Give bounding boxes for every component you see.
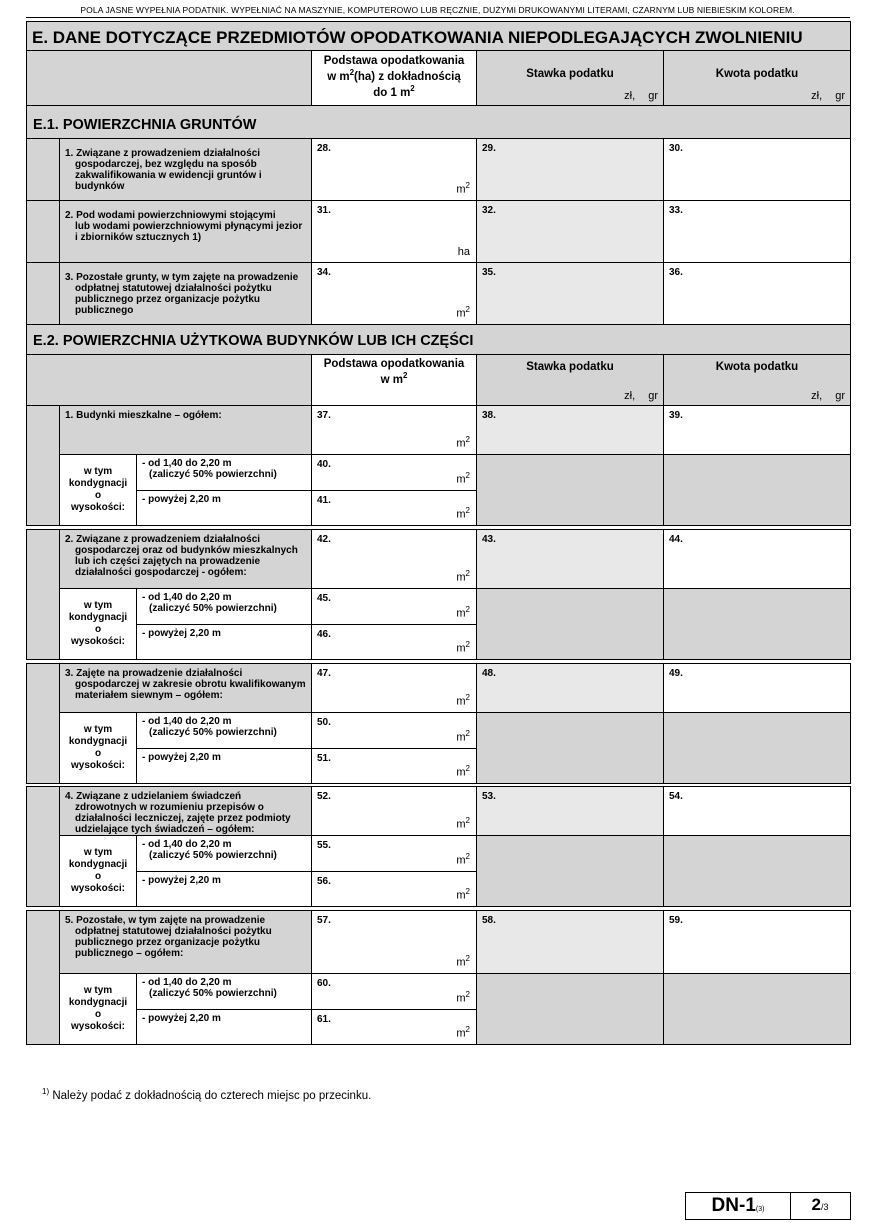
section-e2-title: E.2. POWIERZCHNIA UŻYTKOWA BUDYNKÓW LUB ICH CZĘŚCI — [33, 333, 474, 349]
unit-sup: 2 — [465, 305, 470, 315]
page-number: 2/3 — [811, 1195, 829, 1214]
unit-label — [456, 305, 470, 320]
col-header-rate-label: Stawka podatku — [526, 68, 614, 80]
e1-base-field[interactable] — [311, 262, 477, 325]
option-140-220-l1: - od 1,40 do 2,20 m — [142, 592, 232, 603]
e1-amount-field[interactable] — [663, 138, 851, 201]
instruction-note: POLA JASNE WYPEŁNIA PODATNIK. WYPEŁNIAĆ NA MASZYNIE, KOMPUTEROWO LUB RĘCZNIE, DUŻYMI DRUKOWANYMI LITERAMI, CZARNYM LUB NIEBIESKIM KOLOREM. — [80, 5, 795, 15]
field-number: 36. — [669, 267, 683, 278]
field-number: 46. — [317, 629, 331, 640]
option-above-220 — [136, 490, 312, 526]
blank-amount-cell — [663, 454, 851, 526]
option-140-220-l1: - od 1,40 do 2,20 m — [142, 839, 232, 850]
unit-label — [456, 954, 470, 969]
e1-base-field[interactable] — [311, 138, 477, 201]
option-140-220 — [136, 835, 312, 872]
floor-height-line: w tym — [83, 466, 113, 477]
floor-height-line: wysokości: — [71, 636, 125, 647]
unit-label — [456, 887, 470, 902]
e2-rate-field[interactable] — [476, 663, 664, 713]
field-number: 61. — [317, 1014, 331, 1025]
e2-amount-field[interactable] — [663, 529, 851, 589]
unit-label — [456, 990, 470, 1005]
sub-base-field-above-220[interactable] — [311, 748, 477, 784]
unit-sup: 2 — [465, 990, 470, 1000]
e1-row-label — [59, 200, 312, 263]
unit-m[interactable]: m — [456, 732, 466, 744]
floor-height-line: kondygnacji — [68, 736, 128, 747]
floor-height-line: kondygnacji — [68, 478, 128, 489]
floor-height-line: o — [94, 624, 102, 635]
floor-height-label-text — [69, 847, 127, 895]
e2-col-header-rate — [476, 354, 664, 406]
option-140-220 — [136, 712, 312, 749]
field-number: 40. — [317, 459, 331, 470]
floor-height-label — [59, 588, 137, 660]
blank-rate-cell — [476, 973, 664, 1045]
option-above-220-label: - powyżej 2,20 m — [142, 1013, 221, 1024]
e1-base-field[interactable] — [311, 200, 477, 263]
e1-row-label-l1: 1. Związane z prowadzeniem działalności — [65, 148, 261, 159]
e2-group-label-rest: gospodarczej w zakresie obrotu kwalifikowanym materiałem siewnym – ogółem: — [75, 679, 306, 701]
floor-height-line: w tym — [83, 600, 113, 611]
field-number: 49. — [669, 668, 683, 679]
sub-base-field-140-220[interactable] — [311, 973, 477, 1010]
sub-base-field-140-220[interactable] — [311, 835, 477, 872]
field-number: 45. — [317, 593, 331, 604]
unit-sup: 2 — [465, 764, 470, 774]
option-above-220 — [136, 871, 312, 907]
e2-base-field[interactable] — [311, 405, 477, 455]
floor-height-line: o — [94, 871, 102, 882]
field-number: 50. — [317, 717, 331, 728]
option-140-220 — [136, 588, 312, 625]
floor-height-label — [59, 454, 137, 526]
floor-height-label-text — [69, 985, 127, 1033]
sub-base-field-above-220[interactable] — [311, 1009, 477, 1045]
unit-sup: 2 — [465, 569, 470, 579]
floor-height-label — [59, 835, 137, 907]
e1-rate-field[interactable] — [476, 138, 664, 201]
unit-m[interactable]: m — [456, 474, 466, 486]
e2-col-header-amount-label: Kwota podatku — [715, 361, 799, 373]
floor-height-line: wysokości: — [71, 1021, 125, 1032]
unit-m[interactable]: m — [456, 509, 466, 521]
e2-base-field[interactable] — [311, 910, 477, 974]
field-number: 59. — [669, 915, 683, 926]
option-above-220-label: - powyżej 2,20 m — [142, 875, 221, 886]
field-number: 58. — [482, 915, 496, 926]
field-number: 42. — [317, 534, 331, 545]
row-indent — [26, 262, 60, 325]
field-number: 35. — [482, 267, 496, 278]
unit-label — [456, 764, 470, 779]
unit-m[interactable]: m — [456, 993, 466, 1005]
unit-label — [456, 1025, 470, 1040]
unit-sup: 2 — [465, 471, 470, 481]
option-140-220-l2: (zaliczyć 50% powierzchni) — [149, 850, 277, 861]
unit-m[interactable]: m — [456, 890, 466, 902]
e1-amount-field[interactable] — [663, 262, 851, 325]
e1-row-label-rest: gospodarczej, bez względu na sposób zakwalifikowania w ewidencji gruntów i budynków — [75, 159, 262, 192]
row-indent — [26, 529, 60, 660]
option-140-220-l2: (zaliczyć 50% powierzchni) — [149, 988, 277, 999]
divider — [26, 17, 850, 18]
unit-label — [456, 605, 470, 620]
sub-base-field-above-220[interactable] — [311, 490, 477, 526]
unit-m[interactable]: m — [456, 957, 466, 969]
field-number: 47. — [317, 668, 331, 679]
field-number: 39. — [669, 410, 683, 421]
e2-amount-field[interactable] — [663, 786, 851, 836]
floor-height-line: w tym — [83, 985, 113, 996]
unit-sup: 2 — [465, 435, 470, 445]
unit-m[interactable]: m — [456, 819, 466, 831]
e2-rate-field[interactable] — [476, 529, 664, 589]
option-above-220 — [136, 748, 312, 784]
field-number: 37. — [317, 410, 331, 421]
unit-label — [456, 435, 470, 450]
unit-m[interactable]: m — [456, 572, 466, 584]
option-140-220-l1: - od 1,40 do 2,20 m — [142, 458, 232, 469]
floor-height-line: kondygnacji — [68, 859, 128, 870]
e2-base-field[interactable] — [311, 529, 477, 589]
e2-group-label-l1: 2. Związane z prowadzeniem działalności — [65, 534, 261, 545]
option-140-220-l1: - od 1,40 do 2,20 m — [142, 977, 232, 988]
unit-label — [456, 471, 470, 486]
unit-sup: 2 — [465, 181, 470, 191]
field-number: 52. — [317, 791, 331, 802]
unit-m: m — [456, 184, 466, 196]
field-number: 29. — [482, 143, 496, 154]
unit-label — [456, 569, 470, 584]
blank-rate-cell — [476, 712, 664, 784]
floor-height-line: w tym — [83, 847, 113, 858]
sub-base-field-above-220[interactable] — [311, 871, 477, 907]
unit-m[interactable]: m — [456, 855, 466, 867]
unit-sup: 2 — [465, 729, 470, 739]
unit-sup: 2 — [465, 605, 470, 615]
blank-amount-cell — [663, 588, 851, 660]
unit-zl-gr: zł, gr — [811, 90, 845, 103]
unit-zl-gr: zł, gr — [624, 390, 658, 403]
option-140-220-l2: (zaliczyć 50% powierzchni) — [149, 727, 277, 738]
e2-base-field[interactable] — [311, 663, 477, 713]
floor-height-line: kondygnacji — [68, 997, 128, 1008]
blank-rate-cell — [476, 588, 664, 660]
field-number: 31. — [317, 205, 331, 216]
option-140-220 — [136, 454, 312, 491]
e1-amount-field[interactable] — [663, 200, 851, 263]
field-number: 32. — [482, 205, 496, 216]
col-header-base — [311, 50, 477, 106]
e2-col-header-base-l1: Podstawa opodatkowania — [323, 358, 465, 370]
sub-base-field-140-220[interactable] — [311, 712, 477, 749]
e2-group-label-rest: gospodarczej oraz od budynków mieszkalnych lub ich części zajętych na prowadzenie działalności gospodarczej - ogółem: — [75, 545, 298, 578]
field-number: 33. — [669, 205, 683, 216]
e2-group-label-l1: 4. Związane z udzielaniem świadczeń — [65, 791, 242, 802]
floor-height-line: o — [94, 1009, 102, 1020]
unit-sup: 2 — [465, 852, 470, 862]
unit-m[interactable]: m — [456, 1028, 466, 1040]
option-above-220 — [136, 1009, 312, 1045]
e1-row-label — [59, 262, 312, 325]
e2-rate-field[interactable] — [476, 786, 664, 836]
floor-height-line: o — [94, 748, 102, 759]
blank-amount-cell — [663, 712, 851, 784]
col-header-base-l1: Podstawa opodatkowania — [323, 55, 465, 67]
e1-rate-field[interactable] — [476, 200, 664, 263]
e1-row-label-rest: lub wodami powierzchniowymi płynącymi jezior i zbiorników sztucznych 1) — [75, 221, 303, 243]
unit-label — [456, 640, 470, 655]
option-above-220-label: - powyżej 2,20 m — [142, 752, 221, 763]
option-140-220 — [136, 973, 312, 1010]
option-above-220 — [136, 624, 312, 660]
floor-height-line: w tym — [83, 724, 113, 735]
field-number: 30. — [669, 143, 683, 154]
e2-col-header-rate-label: Stawka podatku — [526, 361, 614, 373]
field-number: 44. — [669, 534, 683, 545]
e2-col-header-base-l2: w $m^2$ — [380, 371, 408, 387]
unit-m[interactable]: m — [456, 608, 466, 620]
unit-zl-gr: zł, gr — [624, 90, 658, 103]
e2-group-label — [59, 529, 312, 589]
floor-height-line: wysokości: — [71, 502, 125, 513]
unit-label: ha — [457, 246, 470, 258]
unit-m: m — [456, 308, 466, 320]
field-number: 55. — [317, 840, 331, 851]
field-number: 53. — [482, 791, 496, 802]
e1-row-label — [59, 138, 312, 201]
section-e2-header-blank — [26, 354, 312, 406]
unit-zl-gr: zł, gr — [811, 390, 845, 403]
unit-sup: 2 — [465, 816, 470, 826]
floor-height-label — [59, 973, 137, 1045]
floor-height-label-text — [69, 724, 127, 772]
e2-group-label-rest: odpłatnej statutowej działalności pożytku publicznego przez organizacje pożytku publicznego – ogółem: — [75, 926, 272, 959]
e2-col-header-base — [311, 354, 477, 406]
e1-row-label-l1: 3. Pozostałe grunty, w tym zajęte na prowadzenie — [65, 272, 299, 283]
unit-m[interactable]: m — [456, 696, 466, 708]
e2-amount-field[interactable] — [663, 405, 851, 455]
e1-row-label-rest: odpłatnej statutowej działalności pożytku publicznego przez organizacje pożytku publicznego — [75, 283, 272, 316]
unit-sup: 2 — [465, 954, 470, 964]
field-number: 56. — [317, 876, 331, 887]
sub-base-field-140-220[interactable] — [311, 588, 477, 625]
sub-base-field-above-220[interactable] — [311, 624, 477, 660]
form-code: DN-1(3) — [686, 1193, 791, 1219]
section-e1-title-bar — [26, 105, 851, 139]
option-140-220-l1: - od 1,40 do 2,20 m — [142, 716, 232, 727]
unit-label — [456, 729, 470, 744]
field-number: 54. — [669, 791, 683, 802]
col-header-rate — [476, 50, 664, 106]
unit-m[interactable]: m — [456, 643, 466, 655]
option-140-220-l2: (zaliczyć 50% powierzchni) — [149, 469, 277, 480]
footnote: $^{1)}$ Należy podać z dokładnością do czterech miejsc po przecinku. — [42, 1087, 372, 1102]
row-indent — [26, 786, 60, 907]
field-number: 51. — [317, 753, 331, 764]
unit-sup: 2 — [465, 640, 470, 650]
blank-rate-cell — [476, 835, 664, 907]
e2-group-label-rest: zdrowotnych w rozumieniu przepisów o działalności leczniczej, zajęte przez podmioty udzielające tych świadczeń – ogółem: — [75, 802, 291, 835]
field-number: 48. — [482, 668, 496, 679]
e2-group-label — [59, 663, 312, 713]
field-number: 57. — [317, 915, 331, 926]
row-indent — [26, 200, 60, 263]
col-header-amount-label: Kwota podatku — [715, 68, 799, 80]
floor-height-label — [59, 712, 137, 784]
section-e2-title-bar — [26, 324, 851, 355]
e2-rate-field[interactable] — [476, 405, 664, 455]
e2-rate-field[interactable] — [476, 910, 664, 974]
floor-height-line: wysokości: — [71, 760, 125, 771]
row-indent — [26, 910, 60, 1045]
option-140-220-l2: (zaliczyć 50% powierzchni) — [149, 603, 277, 614]
unit-m[interactable]: m — [456, 767, 466, 779]
floor-height-line: o — [94, 490, 102, 501]
floor-height-label-text — [69, 600, 127, 648]
unit-sup: 2 — [465, 693, 470, 703]
form-id-box — [685, 1192, 851, 1220]
e2-group-label — [59, 405, 312, 455]
sub-base-field-140-220[interactable] — [311, 454, 477, 491]
e2-group-label — [59, 910, 312, 974]
blank-amount-cell — [663, 973, 851, 1045]
e2-base-field[interactable] — [311, 786, 477, 836]
field-number: 34. — [317, 267, 331, 278]
field-number: 43. — [482, 534, 496, 545]
e2-amount-field[interactable] — [663, 910, 851, 974]
field-number: 38. — [482, 410, 496, 421]
e2-group-label-l1: 1. Budynki mieszkalne – ogółem: — [65, 410, 222, 421]
section-e-title: E. DANE DOTYCZĄCE PRZEDMIOTÓW OPODATKOWANIA NIEPODLEGAJĄCYCH ZWOLNIENIU — [32, 28, 803, 47]
e2-col-header-amount — [663, 354, 851, 406]
unit-label — [456, 181, 470, 196]
unit-label — [456, 816, 470, 831]
floor-height-line: wysokości: — [71, 883, 125, 894]
row-indent — [26, 663, 60, 784]
e1-row-label-l1: 2. Pod wodami powierzchniowymi stojącymi — [65, 210, 276, 221]
unit-sup: 2 — [465, 1025, 470, 1035]
col-header-base-l2: w $m^2(ha)$ z dokładnością — [327, 68, 461, 84]
unit-label — [456, 693, 470, 708]
option-above-220-label: - powyżej 2,20 m — [142, 494, 221, 505]
floor-height-line: kondygnacji — [68, 612, 128, 623]
e2-amount-field[interactable] — [663, 663, 851, 713]
option-above-220-label: - powyżej 2,20 m — [142, 628, 221, 639]
field-number: 41. — [317, 495, 331, 506]
e2-group-label — [59, 786, 312, 836]
field-number: 60. — [317, 978, 331, 989]
blank-rate-cell — [476, 454, 664, 526]
row-indent — [26, 405, 60, 526]
e1-rate-field[interactable] — [476, 262, 664, 325]
section-e-title-bar — [26, 21, 851, 51]
row-indent — [26, 138, 60, 201]
e2-group-label-l1: 3. Zajęte na prowadzenie działalności — [65, 668, 243, 679]
e2-group-label-l1: 5. Pozostałe, w tym zajęte na prowadzenie — [65, 915, 266, 926]
blank-amount-cell — [663, 835, 851, 907]
unit-sup: 2 — [465, 506, 470, 516]
col-header-base-l3: do 1 $m^2$ — [373, 84, 415, 100]
unit-label — [456, 506, 470, 521]
field-number: 28. — [317, 143, 331, 154]
section-e-header-blank — [26, 50, 312, 106]
section-e1-title: E.1. POWIERZCHNIA GRUNTÓW — [33, 117, 257, 133]
floor-height-label-text — [69, 466, 127, 514]
unit-m[interactable]: m — [456, 438, 466, 450]
col-header-amount — [663, 50, 851, 106]
unit-label — [456, 852, 470, 867]
unit-sup: 2 — [465, 887, 470, 897]
